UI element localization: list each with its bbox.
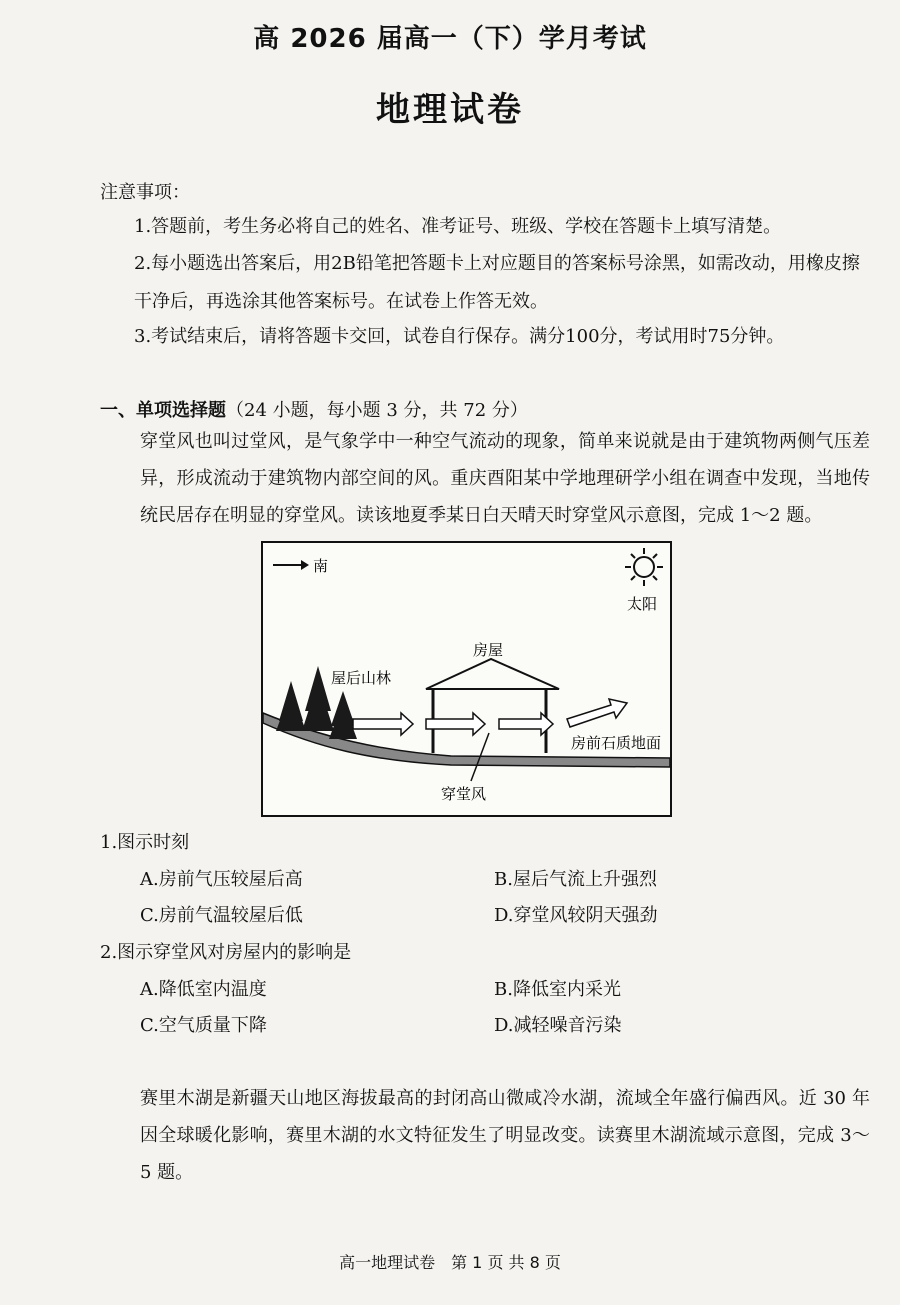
- note-item: [100, 318, 860, 356]
- cross-ventilation-diagram: [261, 541, 672, 817]
- question-1-option-d[interactable]: D.穿堂风较阴天强劲: [494, 905, 658, 926]
- notes-heading: 注意事项：: [100, 182, 190, 203]
- note-item: [100, 208, 860, 246]
- section-detail: （24 小题，每小题 3 分，共 72 分）: [226, 400, 528, 421]
- passage-sayram-lake: 赛里木湖是新疆天山地区海拔最高的封闭高山微咸冷水湖，流域全年盛行偏西风。近 30 年因全球暖化影响，赛里木湖的水文特征发生了明显改变。读赛里木湖流域示意图，完成 3～5 题。: [140, 1088, 870, 1183]
- question-1-option-c[interactable]: C.房前气温较屋后低: [140, 905, 303, 926]
- question-1-option-b[interactable]: B.屋后气流上升强烈: [494, 869, 657, 890]
- forest-label: 屋后山林: [331, 669, 392, 687]
- wind-label: 穿堂风: [441, 785, 487, 803]
- question-2-stem: 2.图示穿堂风对房屋内的影响是: [100, 942, 352, 963]
- section-title: 一、单项选择题: [100, 400, 226, 421]
- note-text: 2.每小题选出答案后，用2B铅笔把答题卡上对应题目的答案标号涂黑，如需改动，用橡皮擦干净后，再选涂其他答案标号。在试卷上作答无效。: [134, 253, 860, 312]
- page-footer: 高一地理试卷 第 1 页 共 8 页: [339, 1253, 561, 1272]
- section-heading: [100, 396, 528, 422]
- diagram-frame: [262, 542, 671, 816]
- question-1-stem: 1.图示时刻: [100, 832, 190, 853]
- exam-title: 高 2026 届高一（下）学月考试: [253, 24, 647, 54]
- subject-title: 地理试卷: [376, 90, 524, 130]
- sun-label: 太阳: [627, 595, 658, 613]
- question-2-option-b[interactable]: B.降低室内采光: [494, 979, 621, 1000]
- note-text: 3.考试结束后，请将答题卡交回，试卷自行保存。满分100分，考试用时75分钟。: [134, 326, 785, 347]
- question-2-option-a[interactable]: A.降低室内温度: [140, 979, 267, 1000]
- note-item: [100, 245, 860, 321]
- note-text: 1.答题前，考生务必将自己的姓名、准考证号、班级、学校在答题卡上填写清楚。: [134, 216, 782, 237]
- question-1-option-a[interactable]: A.房前气压较屋后高: [140, 869, 303, 890]
- ground-label: 房前石质地面: [571, 734, 662, 752]
- passage-cross-ventilation: 穿堂风也叫过堂风，是气象学中一种空气流动的现象，简单来说就是由于建筑物两侧气压差异，形成流动于建筑物内部空间的风。重庆酉阳某中学地理研学小组在调查中发现，当地传统民居存在明显的穿堂风。读该地夏季某日白天晴天时穿堂风示意图，完成 1～2 题。: [140, 431, 870, 526]
- question-2-option-d[interactable]: D.减轻噪音污染: [494, 1015, 622, 1036]
- question-2-option-c[interactable]: C.空气质量下降: [140, 1015, 267, 1036]
- house-label: 房屋: [473, 641, 504, 659]
- direction-label: 南: [313, 557, 329, 575]
